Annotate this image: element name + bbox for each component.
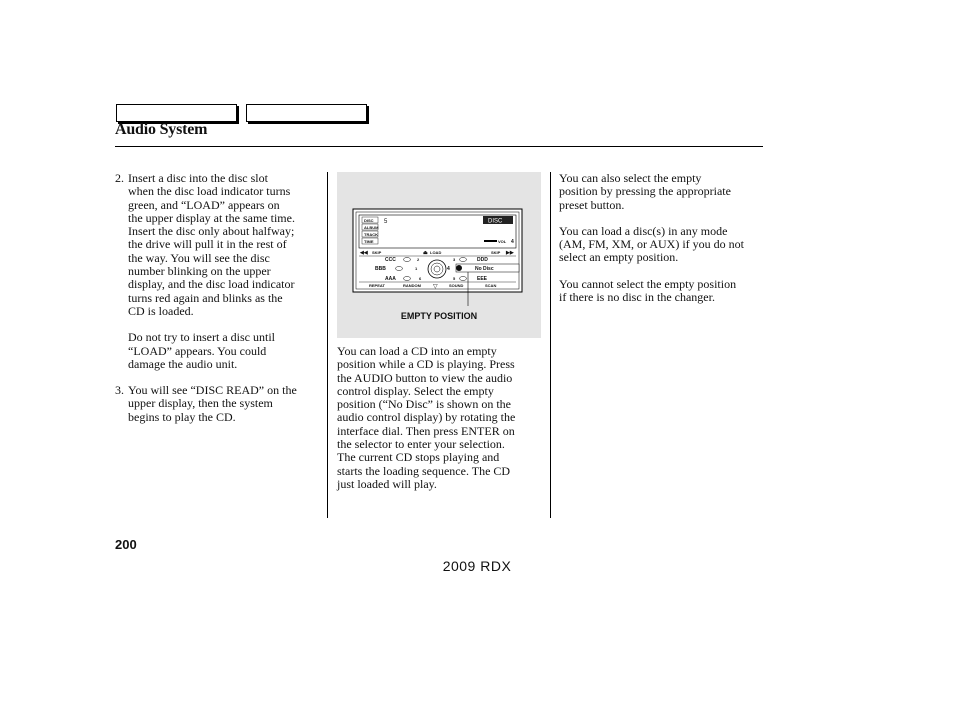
- volume-label: VOL: [498, 239, 507, 244]
- random-button-label: RANDOM: [403, 283, 421, 288]
- menu-item-disc: DISC: [364, 218, 374, 223]
- step-2: [115, 172, 325, 371]
- disc-position-3: 3: [453, 257, 456, 262]
- volume-value: 4: [511, 239, 514, 245]
- disc-label-ccc: CCC: [385, 257, 396, 263]
- disc-label-bbb: BBB: [375, 266, 386, 272]
- column-3: [559, 172, 769, 304]
- disc-position-1: 1: [415, 266, 418, 271]
- column-divider-left: [327, 172, 328, 518]
- step-3: [115, 384, 325, 424]
- volume-bar: [484, 240, 497, 242]
- audio-display-figure: [337, 172, 541, 338]
- column-1: [115, 172, 325, 424]
- step-2-note: Do not try to insert a disc until “LOAD” appears. You could damage the audio unit.: [128, 330, 275, 371]
- header-tab-left: [116, 104, 237, 122]
- disc-number: 5: [384, 219, 388, 225]
- title-rule: [115, 146, 763, 147]
- skip-forward-icon: ▶▶: [506, 250, 514, 256]
- model-name: 2009 RDX: [442, 558, 512, 574]
- header-tab-right: [246, 104, 367, 122]
- load-icon: ⏏: [423, 250, 428, 256]
- column-3-para-2: You can load a disc(s) in any mode (AM, FM, XM, or AUX) if you do not select an empty position.: [559, 223, 745, 265]
- disc-position-2: 2: [417, 257, 420, 262]
- skip-right-label: SKIP: [491, 250, 501, 255]
- disc-label-no-disc: No Disc: [475, 266, 494, 272]
- repeat-button-label: REPEAT: [369, 283, 385, 288]
- menu-item-track: TRACK: [364, 232, 378, 237]
- column-2-paragraph: You can load a CD into an empty position while a CD is playing. Press the AUDIO button to view the audio control display. Select the empty position (“No Disc” is shown on the audio control display) by rotating the interface dial. Then press ENTER on the selector to enter your selection. The current CD stops playing and starts the loading sequence. The CD just loaded will play.: [337, 344, 516, 491]
- load-label: LOAD: [430, 250, 442, 255]
- skip-back-icon: ◀◀: [360, 250, 368, 256]
- disc-position-6: 6: [419, 276, 422, 281]
- empty-disc-icon: [456, 265, 462, 271]
- disc-label-eee: EEE: [477, 276, 488, 282]
- skip-left-label: SKIP: [372, 250, 382, 255]
- column-3-para-1: You can also select the empty position by pressing the appropriate preset button.: [559, 171, 731, 212]
- disc-label-aaa: AAA: [385, 276, 396, 282]
- disc-position-5: 5: [453, 276, 456, 281]
- sound-button-label: SOUND: [449, 283, 464, 288]
- down-arrow-icon: ▽: [433, 284, 438, 290]
- disc-label-ddd: DDD: [477, 257, 488, 263]
- selector-dial-icon: [428, 260, 446, 278]
- mode-badge: DISC: [488, 218, 503, 225]
- menu-item-time: TIME: [364, 239, 374, 244]
- step-3-text: You will see “DISC READ” on the upper display, then the system begins to play the CD.: [128, 383, 297, 424]
- step-2-number: 2.: [115, 171, 124, 185]
- column-3-para-3: You cannot select the empty position if there is no disc in the changer.: [559, 276, 737, 305]
- scan-button-label: SCAN: [485, 283, 497, 288]
- step-3-number: 3.: [115, 383, 124, 398]
- menu-item-album: ALBUM: [364, 225, 379, 230]
- page-number: 200: [115, 537, 137, 552]
- section-title: Audio System: [115, 121, 208, 138]
- figure-caption: EMPTY POSITION: [400, 311, 478, 321]
- column-divider-right: [550, 172, 551, 518]
- disc-position-4: 4: [447, 266, 450, 272]
- step-2-text: Insert a disc into the disc slot when the disc load indicator turns green, and “LOAD” appears on the upper display at the same time. Insert the disc only about halfway; the drive will pull it in the rest of the way. You will see the disc number blinking on the upper display, and the disc load indicator turns red again and blinks as the CD is loaded.: [128, 171, 295, 318]
